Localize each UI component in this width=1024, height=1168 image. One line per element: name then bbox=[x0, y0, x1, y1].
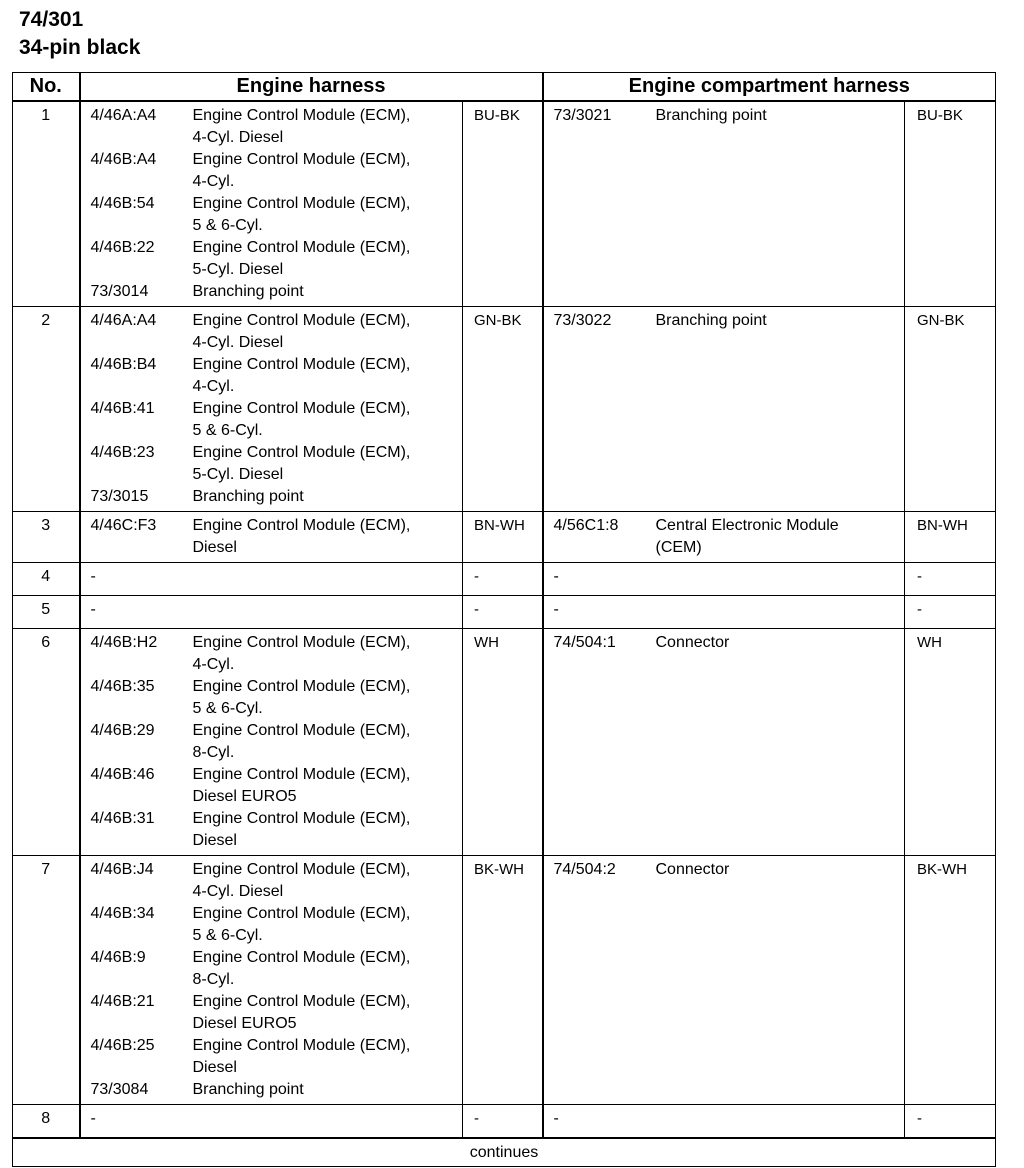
component-description bbox=[193, 599, 463, 621]
pin-number: 7 bbox=[13, 856, 80, 1105]
component-description bbox=[193, 859, 463, 903]
terminal-code: 4/56C1:8 bbox=[553, 517, 619, 534]
terminal-code: 4/46B:29 bbox=[90, 722, 155, 739]
list-item bbox=[91, 515, 463, 559]
wire-color: GN-BK bbox=[905, 307, 996, 512]
table-row bbox=[13, 563, 996, 596]
component-description bbox=[193, 398, 463, 442]
description-line: Engine Control Module (ECM), bbox=[192, 722, 411, 739]
left-harness-entries bbox=[80, 307, 463, 512]
component-description bbox=[656, 1108, 905, 1130]
component-description bbox=[656, 566, 905, 588]
list-item bbox=[91, 1035, 463, 1079]
terminal-code: 4/46B:46 bbox=[90, 766, 155, 783]
list-item bbox=[91, 1079, 463, 1101]
continues-note: continues bbox=[13, 1138, 996, 1167]
wire-color: - bbox=[463, 596, 543, 629]
wire-color: WH bbox=[463, 629, 543, 856]
description-line: Engine Control Module (ECM), bbox=[192, 678, 411, 695]
wire-color: - bbox=[905, 1105, 996, 1139]
description-line: Engine Control Module (ECM), bbox=[192, 312, 411, 329]
description-line: Diesel bbox=[192, 1059, 237, 1076]
list-item bbox=[91, 566, 463, 588]
terminal-code: 4/46B:23 bbox=[90, 444, 155, 461]
list-item bbox=[91, 599, 463, 621]
terminal-code: 4/46B:21 bbox=[90, 993, 155, 1010]
list-item bbox=[91, 398, 463, 442]
description-line: Engine Control Module (ECM), bbox=[192, 949, 411, 966]
wire-color: WH bbox=[905, 629, 996, 856]
pin-number: 3 bbox=[13, 512, 80, 563]
terminal-code: 4/46B:J4 bbox=[90, 861, 154, 878]
list-item bbox=[91, 354, 463, 398]
description-line: 4-Cyl. bbox=[192, 173, 235, 190]
terminal-code: 4/46A:A4 bbox=[90, 107, 157, 124]
list-item bbox=[91, 1108, 463, 1130]
list-item bbox=[91, 676, 463, 720]
pin-number: 1 bbox=[13, 101, 80, 307]
list-item bbox=[554, 859, 905, 881]
wire-color: - bbox=[905, 596, 996, 629]
component-description bbox=[193, 1108, 463, 1130]
left-harness-entries bbox=[80, 512, 463, 563]
description-line: Diesel bbox=[192, 539, 237, 556]
right-harness-entries bbox=[543, 101, 905, 307]
component-description bbox=[193, 676, 463, 720]
list-item bbox=[554, 515, 905, 559]
right-harness-entries bbox=[543, 563, 905, 596]
table-row bbox=[13, 101, 996, 307]
description-line: 5 & 6-Cyl. bbox=[192, 927, 263, 944]
description-line: 4-Cyl. Diesel bbox=[192, 334, 284, 351]
terminal-code: 4/46B:41 bbox=[90, 400, 155, 417]
component-description bbox=[656, 310, 905, 332]
component-description bbox=[193, 486, 463, 508]
table-row bbox=[13, 512, 996, 563]
terminal-code: 73/3014 bbox=[90, 283, 149, 300]
description-line: Engine Control Module (ECM), bbox=[192, 766, 411, 783]
table-row bbox=[13, 1105, 996, 1139]
list-item bbox=[91, 808, 463, 852]
list-item bbox=[91, 237, 463, 281]
connector-id: 74/301 bbox=[19, 8, 84, 31]
terminal-code: 4/46B:22 bbox=[90, 239, 155, 256]
list-item bbox=[91, 947, 463, 991]
list-item bbox=[554, 310, 905, 332]
component-description bbox=[193, 720, 463, 764]
terminal-code: 4/46B:25 bbox=[90, 1037, 155, 1054]
list-item bbox=[91, 442, 463, 486]
list-item bbox=[91, 764, 463, 808]
description-line: 5 & 6-Cyl. bbox=[192, 422, 263, 439]
description-line: 4-Cyl. Diesel bbox=[192, 129, 284, 146]
list-item bbox=[91, 486, 463, 508]
terminal-code: - bbox=[90, 1110, 96, 1127]
table-row bbox=[13, 629, 996, 856]
list-item bbox=[91, 105, 463, 149]
description-line: 5 & 6-Cyl. bbox=[192, 217, 263, 234]
component-description bbox=[193, 237, 463, 281]
component-description bbox=[193, 1035, 463, 1079]
component-description bbox=[193, 1079, 463, 1101]
terminal-code: 74/504:2 bbox=[553, 861, 616, 878]
component-description bbox=[193, 991, 463, 1035]
component-description bbox=[193, 105, 463, 149]
wire-color: BK-WH bbox=[463, 856, 543, 1105]
terminal-code: 73/3022 bbox=[553, 312, 612, 329]
terminal-code: - bbox=[90, 601, 96, 618]
terminal-code: 4/46B:35 bbox=[90, 678, 155, 695]
table-footer-row bbox=[13, 1138, 996, 1167]
list-item bbox=[91, 310, 463, 354]
component-description bbox=[193, 764, 463, 808]
component-description bbox=[193, 149, 463, 193]
terminal-code: - bbox=[90, 568, 96, 585]
pin-table bbox=[12, 72, 996, 1167]
terminal-code: 74/504:1 bbox=[553, 634, 616, 651]
description-line: Branching point bbox=[655, 107, 767, 124]
list-item bbox=[554, 105, 905, 127]
description-line: Connector bbox=[655, 861, 730, 878]
description-line: Engine Control Module (ECM), bbox=[192, 634, 411, 651]
component-description bbox=[193, 808, 463, 852]
terminal-code: 4/46B:54 bbox=[90, 195, 155, 212]
description-line: 8-Cyl. bbox=[192, 971, 235, 988]
component-description bbox=[656, 599, 905, 621]
description-line: 8-Cyl. bbox=[192, 744, 235, 761]
description-line: Engine Control Module (ECM), bbox=[192, 993, 411, 1010]
wire-color: - bbox=[463, 563, 543, 596]
pin-number: 4 bbox=[13, 563, 80, 596]
table-row bbox=[13, 856, 996, 1105]
description-line: Engine Control Module (ECM), bbox=[192, 517, 411, 534]
terminal-code: 4/46B:34 bbox=[90, 905, 155, 922]
list-item bbox=[91, 720, 463, 764]
description-line: 5 & 6-Cyl. bbox=[192, 700, 263, 717]
description-line: Connector bbox=[655, 634, 730, 651]
description-line: Branching point bbox=[192, 488, 304, 505]
list-item bbox=[554, 566, 905, 588]
list-item bbox=[554, 599, 905, 621]
list-item bbox=[554, 632, 905, 654]
component-description bbox=[656, 859, 905, 881]
pin-number: 6 bbox=[13, 629, 80, 856]
component-description bbox=[656, 632, 905, 654]
right-harness-entries bbox=[543, 512, 905, 563]
right-harness-entries bbox=[543, 307, 905, 512]
terminal-code: 73/3084 bbox=[90, 1081, 149, 1098]
list-item bbox=[91, 632, 463, 676]
description-line: (CEM) bbox=[655, 539, 702, 556]
description-line: 5-Cyl. Diesel bbox=[192, 261, 284, 278]
left-harness-entries bbox=[80, 101, 463, 307]
column-header-no: No. bbox=[13, 73, 80, 102]
list-item bbox=[91, 903, 463, 947]
component-description bbox=[193, 566, 463, 588]
table-body bbox=[13, 101, 996, 1138]
component-description bbox=[193, 903, 463, 947]
list-item bbox=[91, 859, 463, 903]
list-item bbox=[91, 281, 463, 303]
description-line: Engine Control Module (ECM), bbox=[192, 905, 411, 922]
component-description bbox=[193, 632, 463, 676]
wire-color: - bbox=[905, 563, 996, 596]
wire-color: BU-BK bbox=[905, 101, 996, 307]
description-line: Engine Control Module (ECM), bbox=[192, 239, 411, 256]
left-harness-entries bbox=[80, 629, 463, 856]
list-item bbox=[91, 991, 463, 1035]
description-line: Diesel EURO5 bbox=[192, 788, 297, 805]
page-title bbox=[19, 6, 140, 62]
terminal-code: 4/46B:B4 bbox=[90, 356, 157, 373]
terminal-code: 4/46C:F3 bbox=[90, 517, 157, 534]
pin-number: 5 bbox=[13, 596, 80, 629]
component-description bbox=[193, 310, 463, 354]
list-item bbox=[91, 149, 463, 193]
description-line: Engine Control Module (ECM), bbox=[192, 1037, 411, 1054]
description-line: Diesel bbox=[192, 832, 237, 849]
right-harness-entries bbox=[543, 596, 905, 629]
table-row bbox=[13, 307, 996, 512]
column-header-engine-harness: Engine harness bbox=[80, 73, 543, 102]
description-line: Engine Control Module (ECM), bbox=[192, 151, 411, 168]
description-line: Central Electronic Module bbox=[655, 517, 839, 534]
terminal-code: 4/46B:H2 bbox=[90, 634, 158, 651]
table-header-row bbox=[13, 73, 996, 102]
description-line: Engine Control Module (ECM), bbox=[192, 356, 411, 373]
description-line: Engine Control Module (ECM), bbox=[192, 444, 411, 461]
left-harness-entries bbox=[80, 596, 463, 629]
component-description bbox=[656, 515, 905, 559]
list-item bbox=[554, 1108, 905, 1130]
pin-number: 8 bbox=[13, 1105, 80, 1139]
terminal-code: - bbox=[553, 568, 559, 585]
terminal-code: 4/46B:A4 bbox=[90, 151, 157, 168]
left-harness-entries bbox=[80, 1105, 463, 1139]
description-line: 4-Cyl. Diesel bbox=[192, 883, 284, 900]
list-item bbox=[91, 193, 463, 237]
wire-color: GN-BK bbox=[463, 307, 543, 512]
description-line: Branching point bbox=[655, 312, 767, 329]
component-description bbox=[193, 947, 463, 991]
column-header-engine-compartment-harness: Engine compartment harness bbox=[543, 73, 996, 102]
terminal-code: - bbox=[553, 601, 559, 618]
description-line: Engine Control Module (ECM), bbox=[192, 107, 411, 124]
description-line: Branching point bbox=[192, 283, 304, 300]
component-description bbox=[193, 442, 463, 486]
terminal-code: 4/46B:9 bbox=[90, 949, 146, 966]
component-description bbox=[193, 515, 463, 559]
description-line: Branching point bbox=[192, 1081, 304, 1098]
component-description bbox=[193, 193, 463, 237]
description-line: 4-Cyl. bbox=[192, 656, 235, 673]
component-description bbox=[193, 281, 463, 303]
terminal-code: 4/46B:31 bbox=[90, 810, 155, 827]
wire-color: BN-WH bbox=[905, 512, 996, 563]
pin-number: 2 bbox=[13, 307, 80, 512]
table-row bbox=[13, 596, 996, 629]
terminal-code: 73/3021 bbox=[553, 107, 612, 124]
component-description bbox=[193, 354, 463, 398]
left-harness-entries bbox=[80, 563, 463, 596]
wire-color: BU-BK bbox=[463, 101, 543, 307]
wire-color: - bbox=[463, 1105, 543, 1139]
terminal-code: 73/3015 bbox=[90, 488, 149, 505]
description-line: Engine Control Module (ECM), bbox=[192, 400, 411, 417]
wire-color: BK-WH bbox=[905, 856, 996, 1105]
description-line: Engine Control Module (ECM), bbox=[192, 195, 411, 212]
description-line: Engine Control Module (ECM), bbox=[192, 810, 411, 827]
description-line: Diesel EURO5 bbox=[192, 1015, 297, 1032]
description-line: 5-Cyl. Diesel bbox=[192, 466, 284, 483]
right-harness-entries bbox=[543, 629, 905, 856]
description-line: Engine Control Module (ECM), bbox=[192, 861, 411, 878]
right-harness-entries bbox=[543, 1105, 905, 1139]
component-description bbox=[656, 105, 905, 127]
terminal-code: - bbox=[553, 1110, 559, 1127]
left-harness-entries bbox=[80, 856, 463, 1105]
connector-description: 34-pin black bbox=[19, 36, 141, 59]
description-line: 4-Cyl. bbox=[192, 378, 235, 395]
right-harness-entries bbox=[543, 856, 905, 1105]
wire-color: BN-WH bbox=[463, 512, 543, 563]
terminal-code: 4/46A:A4 bbox=[90, 312, 157, 329]
